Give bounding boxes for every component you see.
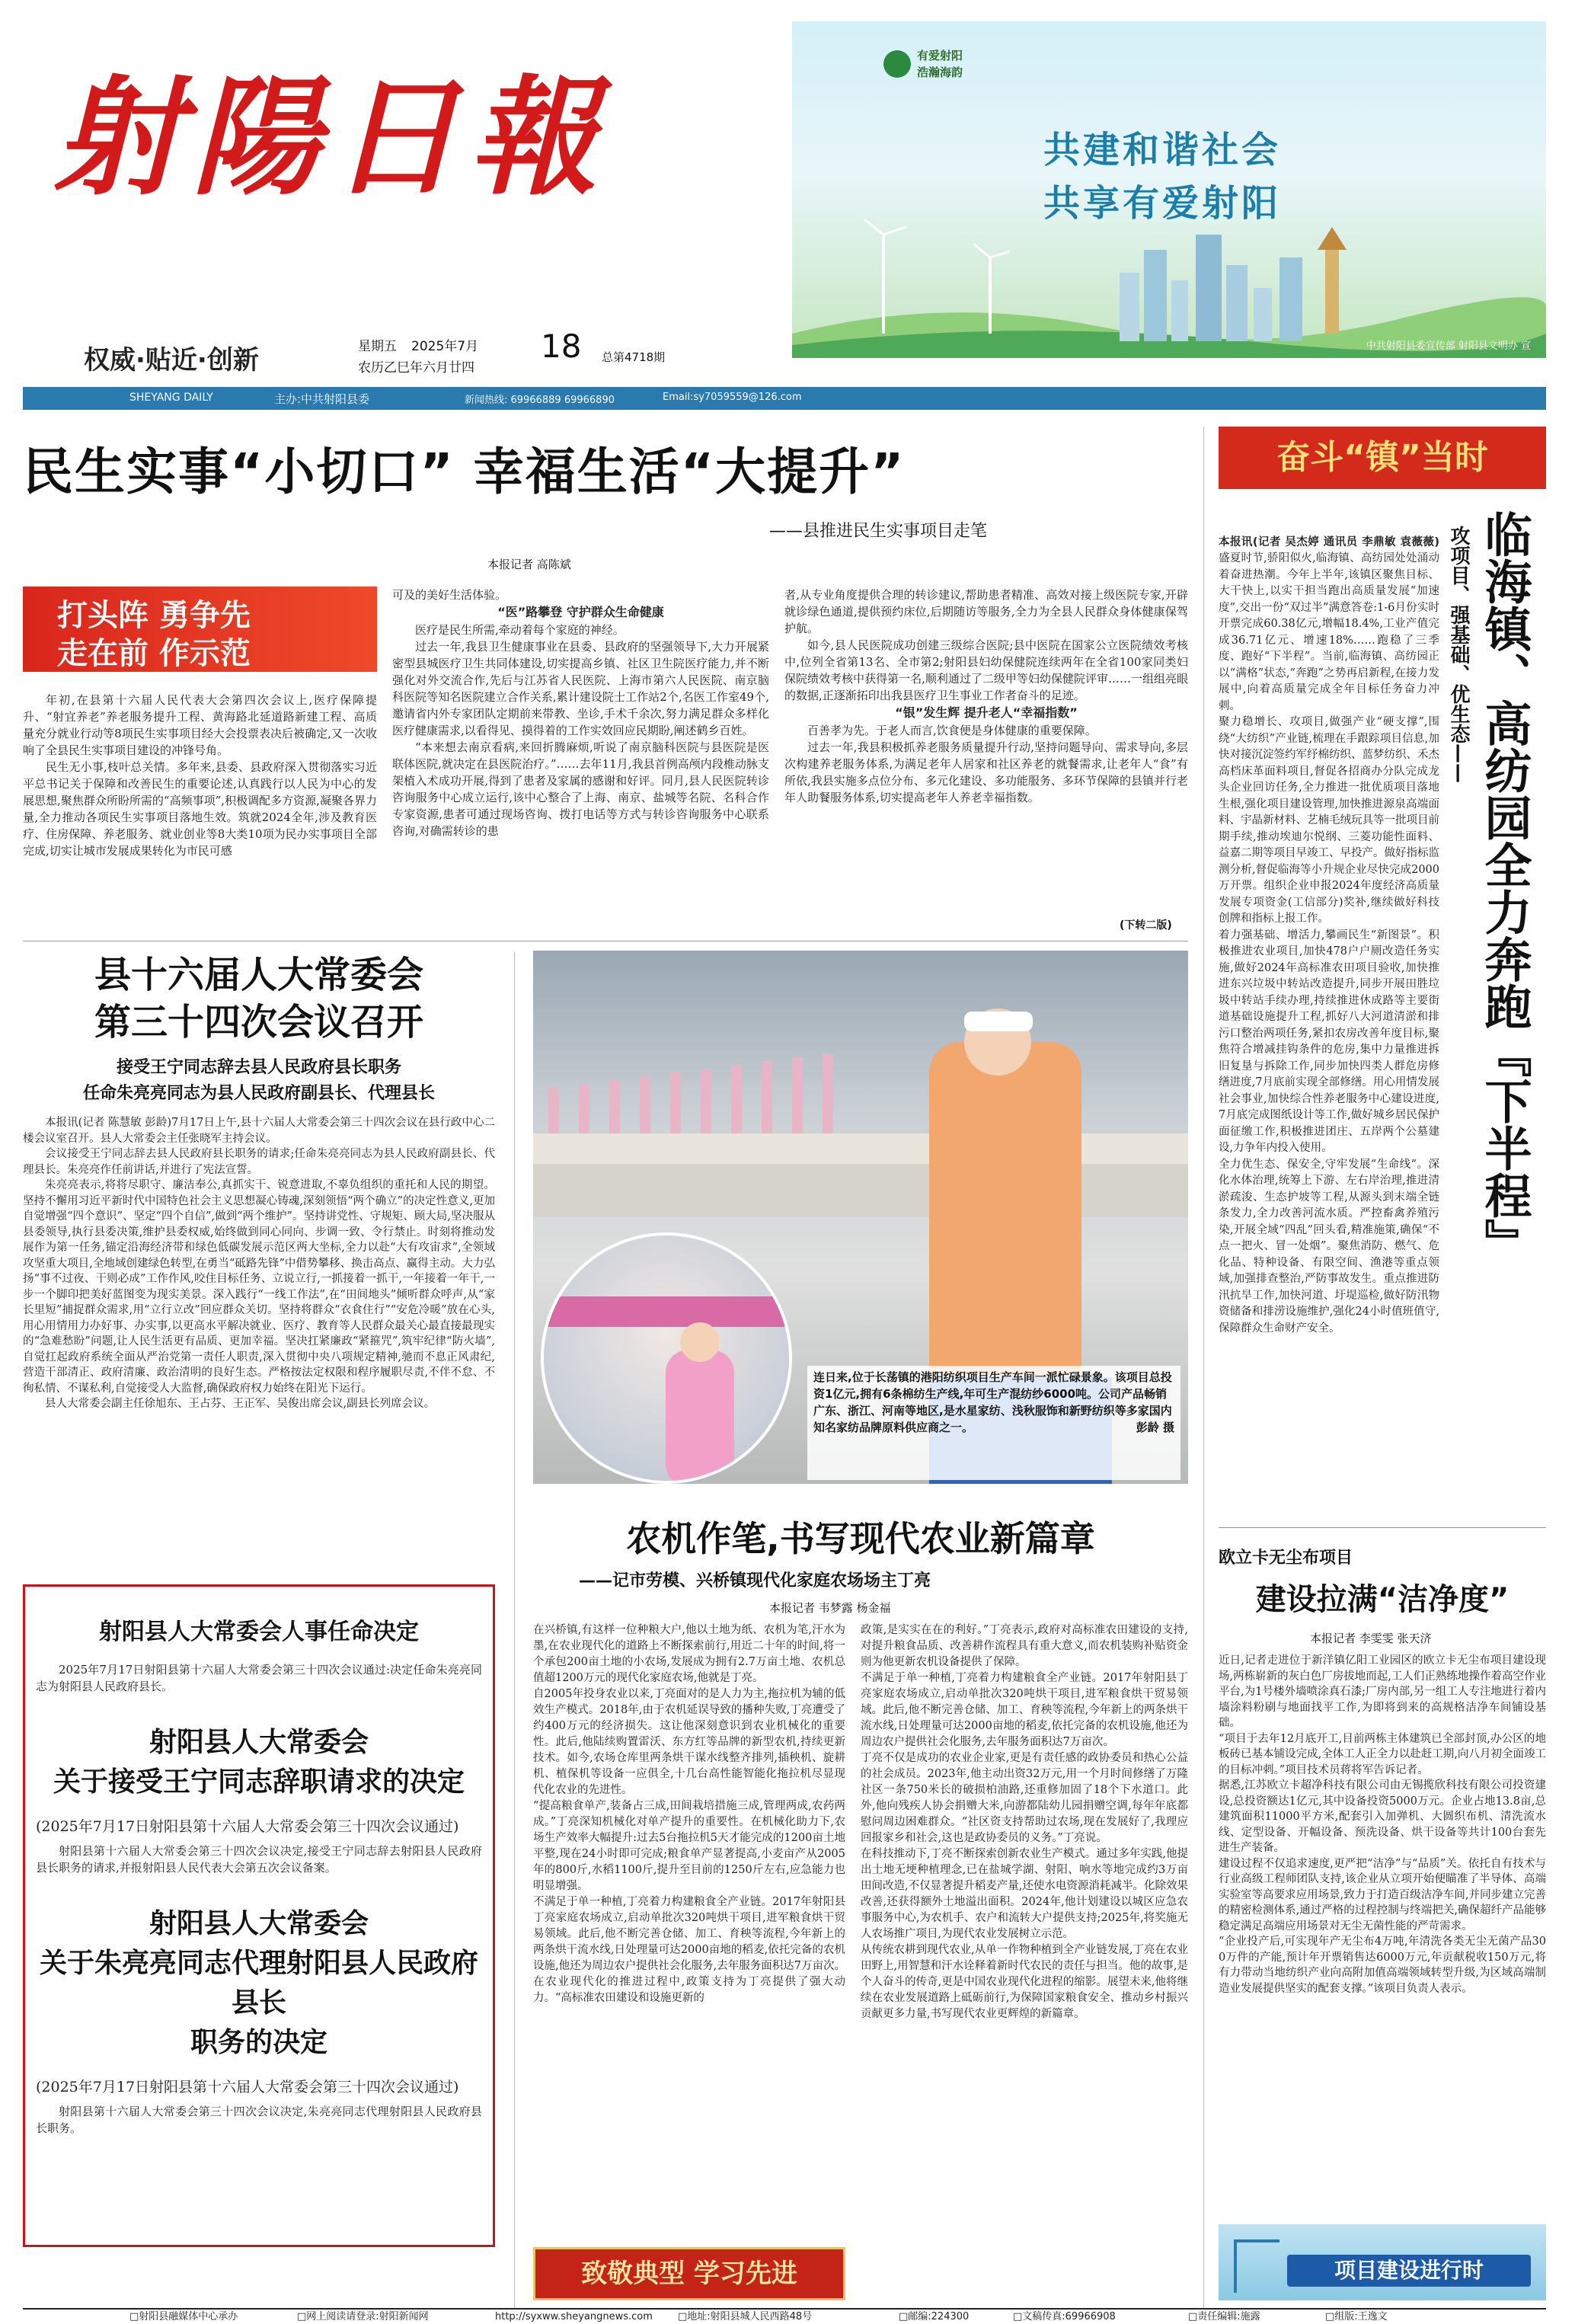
ad-skyline-illustration xyxy=(792,204,1546,358)
date-gregorian: 2025年7月 xyxy=(411,339,479,354)
continued-note: (下转二版) xyxy=(1120,919,1172,932)
notice-title-2b: 关于接受王宁同志辞职请求的决定 xyxy=(53,1766,465,1798)
banner-line1: 打头阵 勇争先 xyxy=(57,598,251,633)
clean-banner xyxy=(1219,2224,1546,2300)
lead-paragraph: “本来想去南京看病,来回折腾麻烦,听说了南京脑科医院与县医院是医联体医院,就决定在县医院治疗。”……去年11月,我县首例高颅内段椎动脉支架植入术成功开展,得到了患者及家属的感谢和好评。同月,县人民医院转诊咨询服务中心成立运行,该中心整合了上海、南京、盐城等名院、名科合作专家资源,患者可通过现场咨询、拨打电话等方式与转诊咨询服务中心联系咨询,对确需转诊的患 xyxy=(392,740,769,838)
clean-headline: 建设拉满“洁净度” xyxy=(1255,1582,1510,1617)
english-name: SHEYANG DAILY xyxy=(129,392,213,404)
meeting-paragraph: 县人大常委会副主任徐旭东、王占芬、王正军、吴俊出席会议,副县长列席会议。 xyxy=(45,1398,436,1410)
lead-paragraph: 如今,县人民医院成功创建三级综合医院;县中医院在国家公立医院绩效考核中,位列全省第13名、全市第2;射阳县妇幼保健院连续两年在全省100家同类妇保院绩效考核中获得第一名,顺利通过了二级甲等妇幼保健院评审……一组组亮眼的数据,正逐渐拓印出我县医疗卫生事业工作者奋斗的足迹。 xyxy=(784,638,1188,702)
ad-logo-icon xyxy=(883,50,911,78)
slogan: 权威·贴近·创新 xyxy=(84,345,259,376)
right-article xyxy=(1219,518,1439,1485)
notice-title-3a: 射阳县人大常委会 xyxy=(149,1907,369,1939)
meeting-sub-line2: 任命朱亮亮同志为县人民政府副县长、代理县长 xyxy=(82,1084,435,1103)
notice-text-2: 射阳县第十六届人大常委会第三十四次会议决定,接受王宁同志辞去射阳县人民政府县长职务的请求,并报射阳县人民代表大会第五次会议备案。 xyxy=(36,1844,482,1875)
ad-banner xyxy=(792,21,1546,358)
meeting-title-line2: 第三十四次会议召开 xyxy=(94,1001,423,1044)
issue-number: 总第4718期 xyxy=(602,350,666,364)
lead-headline: 民生实事“小切口” 幸福生活“大提升” xyxy=(23,443,906,501)
vertical-subtitle: 攻项目、强基础、优生态—— xyxy=(1447,526,1470,783)
lead-col3 xyxy=(784,587,1188,914)
notice-title-1: 射阳县人大常委会人事任命决定 xyxy=(99,1619,419,1645)
lead-paragraph: 可及的美好生活体验。 xyxy=(392,588,507,602)
notice-title-2a: 射阳县人大常委会 xyxy=(149,1726,369,1758)
crane-icon xyxy=(1234,2239,1237,2293)
lead-subhead: “银”发生辉 提升老人“幸福指数” xyxy=(895,705,1078,720)
farm-banner xyxy=(533,2247,845,2300)
lead-subtitle: ——县推进民生实事项目走笔 xyxy=(769,522,988,541)
vertical-headline: 临海镇、高纺园全力奔跑『下半程』 xyxy=(1477,510,1532,1266)
sponsor: 主办:中共射阳县委 xyxy=(274,392,370,406)
notice-text-1: 2025年7月17日射阳县第十六届人大常委会第三十四次会议通过:决定任命朱亮亮同志为射阳县人民政府县长。 xyxy=(36,1663,482,1693)
footer-publisher: □射阳县融媒体中心承办 xyxy=(129,2311,238,2322)
lead-col2 xyxy=(392,587,769,929)
ad-brand-line2: 浩瀚海韵 xyxy=(917,66,963,79)
newspaper-title: 射陽日報 xyxy=(53,62,608,213)
lead-subhead: “医”路攀登 守护群众生命健康 xyxy=(497,605,664,619)
farm-col1: 在兴桥镇,有这样一位种粮大户,他以土地为纸、农机为笔,汗水为墨,在农业现代化的道路上不断探索前行,用近二十年的时间,将一个承包200亩土地的小农场,发展成为拥有2.7万亩土地、农机总值超1200万元的现代化家庭农场,他就是丁亮。 自2005年投身农业以来,丁亮面对的是人力为主,拖拉机为辅的低效生产模式。2018年,由于农机延误导致的播种失败,丁亮遭受了约400万元的经济损失。这让他深刻意识到农业机械化的重要性。此后,他陆续购置雷沃、东方红等品牌的新型农机,持续更新技术。如今,农场仓库里两条烘干谋水线整齐排列,插秧机、旋耕机、植保机等设备一应俱全,十几台高性能智能化拖拉机尽显现代化农业的先进性。 “提高粮食单产,装备占三成,田间栽培措施三成,管理两成,农药两成。”丁亮深知机械化对单产提升的重要性。在机械化助力下,农场生产效率大幅提升:过去5台拖拉机5天才能完成的1200亩土地平整,现在24小时即可完成;粮食单产显著提高,小麦亩产从2005年的800斤,水稻1100斤,提升至目前的1250斤左右,应急能力也明显增强。 不满足于单一种植,丁亮着力构建粮食全产业链。2017年射阳县丁亮家庭农场成立,启动单批次320吨烘干项目,进军粮食烘干贸易领域。此后,他不断完善仓储、加工、育秧等流程,今年新上的两条烘干流水线,日处理量可达2000亩地的稻麦,依托完备的农机设施,他还为周边农户提供社会化服务,去年服务面积达7万亩次。 在农业现代化的推进过程中,政策支持为丁亮提供了强大动力。“高标准农田建设和设施更新的 xyxy=(533,1624,845,2004)
lead-paragraph: 医疗是民生所需,牵动着每个家庭的神经。 xyxy=(415,623,625,637)
ad-slogan-1: 共建和谐社会 xyxy=(1043,129,1282,171)
clean-text: 近日,记者走进位于新洋镇亿阳工业园区的欧立卡无尘布项目建设现场,两栋崭新的灰白色厂房拔地而起,工人们正熟练地操作着高空作业平台,为1号楼外墙喷涂真石漆;厂房内部,另一组工人专注地进行着内墙涂料粉刷与地面找平工作,为即将到来的高规格洁净车间铺设基础。 “项目于去年12月底开工,目前两栋主体建筑已全部封顶,办公区的地板砖已基本铺设完成,全体工人正全力以赴赶工期,向八月初全面竣工的目标冲刺。”项目技术员蒋将军告诉记者。 据悉,江苏欧立卡超净科技有限公司由无锡揽欣科技有限公司投资建设,总投资额达1亿元,其中设备投资5000万元。企业占地13.8亩,总建筑面积11000平方米,配套引入加弹机、大圆织布机、清洗流水线、定型设备、开幅设备、预洗设备、烘干设备等共计100台套先进生产装备。 建设过程不仅追求速度,更严把“洁净”与“品质”关。依托自有技术与行业高级工程师团队支持,该企业从立项开始便瞄准了半导体、高端实验室等高要求应用场景,致力于打造百级洁净车间,并同步建立完善的精密检测体系,通过严格的过程控制与终端把关,确保超纤产品能够稳定满足高端应用场景对无尘无菌性能的严苛需求。 “企业投产后,可实现年产无尘布4万吨,年清洗各类无尘无菌产品300万件的产能,预计年开票销售达6000万元,年贡献税收150万元,将有力带动当地纺织产业向高附加值高端领域转型升级,为区域高端制造业发展提供坚实的配套支撑。”该项目负责人表示。 xyxy=(1219,1654,1546,1995)
meeting-lede: 本报讯(记者 陈慧敏 彭龄)7月17日上午,县十六届人大常委会第三十四次会议在县行政中心二楼会议室召开。县人大常委会主任张晓军主持会议。 xyxy=(23,1117,495,1145)
info-bar xyxy=(23,387,1546,410)
farm-col2: 政策,是实实在在的利好。”丁亮表示,政府对高标准农田建设的支持,对提升粮食品质、改善耕作流程具有重大意义,而农机装购补贴资金则为他更新农机设备提供了保障。 不满足于单一种植,丁亮着力构建粮食全产业链。2017年射阳县丁亮家庭农场成立,启动单批次320吨烘干项目,进军粮食烘干贸易领域。此后,他不断完善仓储、加工、育秧等流程,今年新上的两条烘干流水线,日处理量可达2000亩地的稻麦,依托完备的农机设施,他还为周边农户提供社会化服务,去年服务面积达7万亩次。 丁亮不仅是成功的农业企业家,更是有责任感的政协委员和热心公益的社会成员。2023年,他主动出资32万元,用一个月时间修缮了万隆社区一条750米长的破损柏油路,还重修加固了18个下水道口。此外,他向残疾人协会捐赠大米,向游都陆幼儿园捐赠空调,每年年底都慰问周边困难群众。“社区资支持帮助过农场,现在发展好了,我理应回报家乡和社会,这也是政协委员的义务。”丁亮说。 在科技推动下,丁亮不断探索创新农业生产模式。通过多年实践,他提出土地无埂种植理念,已在盐城学湖、射阳、响水等地完成约3万亩田间改造,不仅显著提升稻麦产量,还使水电资源消耗减半。化除效果改善,还获得额外土地溢出面积。2024年,他计划建设以城区应急农事服务中心,为农机手、农户和流转大户提供支持;2025年,将奖施无人农场推广项目,为现代农业发展树立示范。 从传统农耕到现代农业,从单一作物种植到全产业链发展,丁亮在农业田野上,用智慧和汗水诠释着新时代农民的责任与担当。他的故事,是个人奋斗的传奇,更是中国农业现代化进程的缩影。展望未来,他将继续在农业发展道路上砥砺前行,为保障国家粮食安全、推动乡村振兴贡献更多力量,书写现代农业更辉煌的新篇章。 xyxy=(861,1624,1188,2020)
date-lunar: 农历乙巳年六月廿四 xyxy=(358,360,474,376)
news-hotline: 新闻热线: 69966889 69966890 xyxy=(465,395,615,406)
clean-kicker: 欧立卡无尘布项目 xyxy=(1219,1549,1353,1568)
notice-date-3: (2025年7月17日射阳县第十六届人大常委会第三十四次会议通过) xyxy=(36,2079,459,2095)
weekday: 星期五 xyxy=(358,339,397,354)
lead-col1 xyxy=(23,692,377,932)
lead-paragraph: 年初,在县第十六届人民代表大会第四次会议上,医疗保障提升、“射宜养老”养老服务提升工程、黄海路北延道路新建工程、高质量充分就业行动等8项民生实事项目经大会投票表决后被确定,又一次收响了全县民生实事项目建设的冲锋号角。 xyxy=(23,693,377,757)
notice-date-2: (2025年7月17日射阳县第十六届人大常委会第三十四次会议通过) xyxy=(36,1818,459,1835)
inset-worker-illustration xyxy=(544,1236,792,1484)
clean-banner-text: 项目建设进行时 xyxy=(1287,2255,1531,2287)
right-column-divider xyxy=(1203,427,1204,2308)
meeting-paragraph: 会议接受王宁同志辞去县人民政府县长职务的请求;任命朱亮亮同志为县人民政府副县长、代理县长。朱亮亮作任前讲话,并进行了宪法宣誓。 xyxy=(23,1148,495,1176)
section-header xyxy=(1219,427,1546,489)
lead-paragraph: 过去一年,我县卫生健康事业在县委、县政府的坚强领导下,大力开展紧密型县城医疗卫生共同体建设,切实提高乡镇、社区卫生院医疗能力,并不断强化对外交流合作,先后与江苏省人民医院、上海市第六人民医院、南京脑科医院等知名医院建立合作关系,累计建设院士工作站2个,名医工作室49个,邀请省内外专家团队定期前来带教、坐诊,手术千余次,努力满足群众多样化医疗健康需求,以看得见、摸得着的工作实效回应民期盼,阐述鹤乡百姓。 xyxy=(392,640,769,737)
notice-title-3b: 关于朱亮亮同志代理射阳县人民政府县长 xyxy=(39,1947,478,2019)
meeting-title-line1: 县十六届人大常委会 xyxy=(94,954,423,996)
farm-subtitle: ——记市劳模、兴桥镇现代化家庭农场场主丁亮 xyxy=(579,1571,931,1590)
ad-footer: 中共射阳县委宣传部 射阳县文明办 宣 xyxy=(1366,340,1531,352)
meeting-paragraph: 朱亮亮表示,将将尽职守、廉洁奉公,真抓实干、锐意进取,不辜负组织的重托和人民的期望。坚持不懈用习近平新时代中国特色社会主义思想凝心铸魂,深刻领悟“两个确立”的决定性意义,更加自觉增强“四个意识”、坚定“四个自信”,做到“两个维护”。坚持讲党性、守规矩、顾大局,坚决服从县委领导,执行县委决策,维护县委权威,始终做到同心同向、步调一致、令行禁止。时刻将推动发展作为第一任务,锚定沿海经济带和绿色低碳发展示范区两大坐标,全力以赴“大有攻宙求”,全领域攻坚重大项目,全地域创建绿色转型,在勇当“砥路先锋”中借势攀移、换击高点、赢得主动。大力弘扬“事不过夜、干则必成”工作作风,咬住目标任务、立说立行,一抓接着一抓干,一年接着一年干,一步一个脚印把美好蓝图变为现实美景。深入践行“一线工作法”,在“田间地头”倾听群众呼声,从“家长里短”捕捉群众需求,用“立行立改”回应群众关切。坚持将群众“衣食住行”“安危冷暖”放在心头,用心用情用力办好事、办实事,以更高水平解决就业、医疗、教育等人民群众最关心最直接最现实的“急难愁盼”问题,让人民生活更有品质、更加幸福。坚决扛紧廉政“紧箍咒”,筑牢纪律“防火墙”,自觉扛起政府系统全面从严治党第一责任人职责,深入贯彻中央八项规定精神,驰而不息正风肃纪,营造干部清正、政府清廉、政治清明的良好生态。严格按法定权限和程序履职尽责,不伴不怠、不徇私情、不谋私利,自觉接受人大监督,确保政府权力始终在阳光下运行。 xyxy=(23,1179,495,1395)
meeting-sub-line1: 接受王宁同志辞去县人民政府县长职务 xyxy=(116,1058,401,1077)
lead-paragraph: 者,从专业角度提供合理的转诊建议,帮助患者精准、高效对接上级医院专家,开辟就诊绿色通道,提供预约床位,后期随访等服务,全力为全县人民群众身体健康保驾护航。 xyxy=(784,588,1188,635)
footer-editor: □责任编辑:施露 xyxy=(1188,2311,1260,2322)
footer-postcode: □邮编:224300 xyxy=(899,2311,970,2322)
notice-title-3c: 职务的决定 xyxy=(190,2026,327,2058)
footer xyxy=(23,2308,1546,2323)
ad-slogan-2: 共享有爱射阳 xyxy=(1043,182,1282,225)
personnel-notice xyxy=(23,1584,495,2247)
lead-paragraph: 民生无小事,枝叶总关情。多年来,县委、县政府深入贯彻落实习近平总书记关于保障和改善民生的重要论述,认真践行以人民为中心的发展思想,聚焦群众所盼所需的“高频事项”,积极调配多方资源,凝聚各界力量,全力推动各项民生实事项目落地生效。筑就2024全年,涉及教育医疗、住房保障、养老服务、就业创业等8大类10项为民办实事项目全部完成,切实让城市发展成果转化为市民可感 xyxy=(23,760,377,858)
ad-brand xyxy=(883,44,990,90)
meeting-body xyxy=(23,1115,495,1568)
masthead xyxy=(23,15,784,381)
banner-line2: 走在前 作示范 xyxy=(57,636,251,671)
notice-text-3: 射阳县第十六届人大常委会第三十四次会议决定,朱亮亮同志代理射阳县人民政府县长职务。 xyxy=(36,2105,482,2135)
right-byline: 本报讯(记者 吴杰婷 通讯员 李鼎敏 袁薇薇) xyxy=(1219,535,1439,548)
farm-byline: 本报记者 韦梦露 杨金福 xyxy=(769,1601,891,1615)
photo-caption xyxy=(807,1366,1180,1480)
footer-read-online: □网上阅读请登录:射阳新闻网 xyxy=(297,2311,429,2322)
divider xyxy=(1219,1527,1546,1528)
lead-banner xyxy=(23,587,377,672)
date-day: 18 xyxy=(541,328,582,365)
section-header-text: 奋斗“镇”当时 xyxy=(1276,438,1488,477)
column-divider xyxy=(514,952,515,2308)
lead-byline: 本报记者 高陈斌 xyxy=(487,558,571,571)
right-text: 盛夏时节,骄阳似火,临海镇、高纺园处处涌动着奋进热潮。今年上半年,该镇区聚焦目标、大干快上,以实干担当跑出高质量发展“加速度”,交出一份“双过半”满意答卷:1-6月份实时开票完成60.38亿元,增幅18.4%,工业产值完成36.71亿元、增速18%……跑稳了三季度、跑好“下半程”。当前,临海镇、高纺园正以“满格”状态,“奔跑”之势再启新程,在接力发展中,向着高质量完成全年目标任务奋力冲刺。 聚力稳增长、攻项目,做强产业“硬支撑”,围绕“大纺织”产业链,梳理在手跟踪项目信息,加快对接沉淀签约军纾棉纺织、蓝梦纺织、禾杰高档床革面料项目,督促各招商办分队完成龙头企业回访任务,全力推进一批优质项目落地生根,强化项目建设管理,加快推进源泉高端面料、宇晶新材料、艺楠毛绒玩具等一批项目前期手续,推动埃迪尔悦纲、三菱功能性面料、益嘉二期等项目早竣工、早投产。做好指标监测分析,督促临海等小升规企业尽快完成2000万开票。组织企业申报2024年度经济高质量发展专项资金(工信部分)奖补,继续做好科技创牌和指标上报工作。 着力强基础、增活力,攀画民生“新图景”。积极推进农业项目,加快478户户厕改造任务实施,做好2024年高标准农田项目验收,加快推进东兴垃圾中转站改造提升,同步开展田胜垃圾中转站手续办理,持续推进休成路等主要街道基础设施提升工程,抓好八大河道清淤和排污口整治两项任务,紧扣农房改善年度目标,聚焦符合增减挂钩条件的危房,集中力量推进拆旧复垦与拆除工作,同步加快四类人群危房修缮进度,7月底前实现全部修缮。用心用情发展社会事业,加快综合性养老服务中心建设进度,7月底完成图纸设计等工作,做好城乡居民保护面征缴工作,积极推进团庄、五岸两个公墓建设,力争年内投入使用。 全力优生态、保安全,守牢发展“生命线”。深化水体治理,统筹上下游、左右岸治理,推进清淤疏浚、生态护坡等工程,从源头到末端全链条发力,全力改善河流水质。严控畜禽养殖污染,开展全域“四乱”回头看,精准施策,确保“不点一把火、冒一处烟”。聚焦消防、燃气、危化品、特种设备、有限空间、渔港等重点领域,加强排查整治,严防事故发生。重点推进防汛抗旱工作,加快河道、圩堤巡检,做好防汛物资储备和排涝设施维护,强化24小时值班值守,保障群众生命财产安全。 xyxy=(1219,552,1439,1335)
footer-layout: □组版:王逸文 xyxy=(1325,2311,1388,2322)
crane-arm-icon xyxy=(1234,2239,1279,2242)
farm-headline: 农机作笔,书写现代农业新篇章 xyxy=(626,1518,1095,1559)
clean-byline: 本报记者 李雯雯 张天济 xyxy=(1310,1632,1432,1645)
footer-url[interactable]: http://syxww.sheyangnews.com xyxy=(495,2311,653,2322)
footer-fax: □文稿传真:69966908 xyxy=(1013,2311,1116,2322)
inset-photo xyxy=(541,1232,792,1484)
factory-photo xyxy=(533,951,1188,1484)
farm-banner-text: 致敬典型 学习先进 xyxy=(581,2258,797,2289)
email: Email:sy7059559@126.com xyxy=(663,392,802,403)
photo-credit: 彭龄 摄 xyxy=(1136,1421,1174,1434)
lead-paragraph: 过去一年,我县积极抓养老服务质量提升行动,坚持问题导向、需求导向,多层次构建养老服务体系,为满足老年人居家和社区养老的就餐需求,让老年人“食”有所依,我县实施多点位分布、多元化建设、多功能服务、多环节保障的县镇并行老年人助餐服务体系,切实提高老年人养老幸福指数。 xyxy=(784,740,1188,804)
caption-text: 连日来,位于长荡镇的港阳纺织项目生产车间一派忙碌景象。该项目总投资1亿元,拥有6条棉纺生产线,年可生产混纺纱6000吨。公司产品畅销广东、浙江、河南等地区,是水星家纺、浅秋服饰和新野纺织等多家国内知名家纺品牌原料供应商之一。 xyxy=(813,1370,1172,1434)
footer-address: □地址:射阳县城人民西路48号 xyxy=(678,2311,813,2322)
lead-paragraph: 百善孝为先。于老人而言,饮食便是身体健康的重要保障。 xyxy=(807,724,1097,737)
ad-brand-line1: 有爱射阳 xyxy=(917,49,963,62)
